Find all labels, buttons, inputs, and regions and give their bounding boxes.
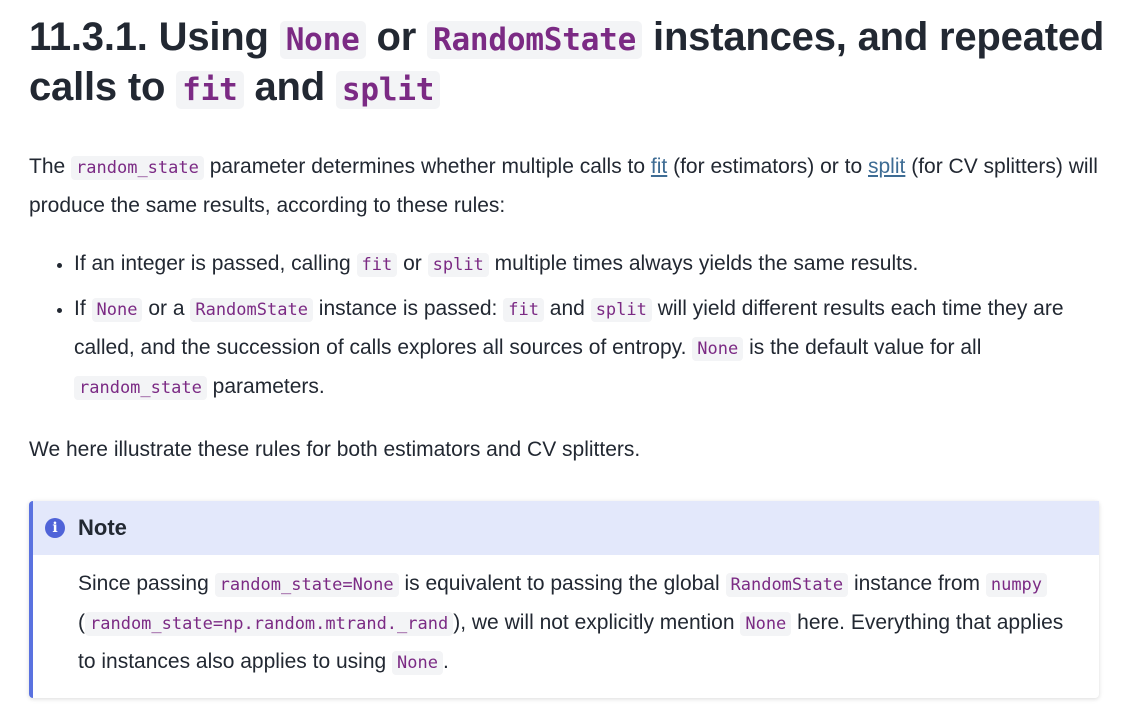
inline-code-none: None	[392, 651, 443, 675]
inline-code-mtrand-rand: random_state=np.random.mtrand._rand	[85, 612, 453, 636]
note-title: Note	[78, 515, 127, 540]
rules-list	[29, 245, 1109, 407]
section-heading	[29, 14, 1109, 114]
intro-text: (for CV splitters) will produce the same results, according to these rules:	[29, 155, 1098, 217]
note-text: instance from	[853, 572, 980, 595]
note-admonition	[29, 501, 1099, 698]
note-text: is equivalent to passing the global	[404, 572, 720, 595]
inline-code-split: split	[591, 298, 652, 322]
inline-code-split: split	[428, 253, 489, 277]
inline-code-numpy: numpy	[986, 573, 1047, 597]
inline-code-fit: fit	[503, 298, 544, 322]
note-text: (	[78, 611, 85, 634]
intro-text: parameter determines whether multiple calls to	[209, 155, 646, 178]
inline-code-fit: fit	[357, 253, 398, 277]
rule-text: If an integer is passed, calling	[74, 252, 351, 275]
rule-text: and	[549, 297, 585, 320]
inline-code-none: None	[740, 612, 791, 636]
list-item	[74, 245, 1109, 284]
heading-text: instances, and repeated	[653, 15, 1105, 59]
rule-text: multiple times always yields the same results.	[494, 252, 919, 275]
heading-code-randomstate: RandomState	[427, 21, 642, 59]
note-paragraph	[78, 565, 1069, 682]
split-link[interactable]: split	[868, 155, 906, 178]
outro-paragraph: We here illustrate these rules for both estimators and CV splitters.	[29, 438, 641, 461]
rule-text: or a	[148, 297, 185, 320]
inline-code-random-state: random_state	[74, 376, 207, 400]
note-text: ), we will not explicitly mention	[453, 611, 735, 634]
rule-text: instance is passed:	[318, 297, 498, 320]
list-item	[74, 290, 1109, 407]
rule-text: will yield different results each time they are called, and the succession of calls explores all sources of entropy.	[74, 297, 1064, 359]
note-body	[33, 555, 1099, 698]
inline-code-randomstate: RandomState	[726, 573, 849, 597]
heading-number: 11.3.1.	[29, 15, 148, 59]
note-text: here. Everything that applies to instances also applies to using	[78, 611, 1064, 673]
note-title-bar	[33, 501, 1099, 555]
info-icon: i	[45, 518, 65, 538]
intro-text: The	[29, 155, 66, 178]
intro-text: (for estimators) or to	[673, 155, 863, 178]
rule-text: parameters.	[212, 375, 325, 398]
heading-text: Using	[158, 15, 269, 59]
heading-code-split: split	[336, 71, 440, 109]
heading-text: and	[254, 65, 325, 109]
rule-text: If	[74, 297, 86, 320]
inline-code-randomstate: RandomState	[190, 298, 313, 322]
rule-text: is the default value for all	[749, 336, 982, 359]
inline-code-random-state: random_state	[71, 156, 204, 180]
heading-text: calls to	[29, 65, 166, 109]
inline-code-random-state-none: random_state=None	[215, 573, 399, 597]
heading-text: or	[376, 15, 417, 59]
fit-link[interactable]: fit	[650, 155, 668, 178]
intro-paragraph	[29, 148, 1109, 225]
note-text: .	[443, 650, 449, 673]
inline-code-none: None	[692, 337, 743, 361]
heading-code-fit: fit	[176, 71, 243, 109]
inline-code-none: None	[92, 298, 143, 322]
rule-text: or	[403, 252, 422, 275]
heading-code-none: None	[280, 21, 366, 59]
note-text: Since passing	[78, 572, 209, 595]
